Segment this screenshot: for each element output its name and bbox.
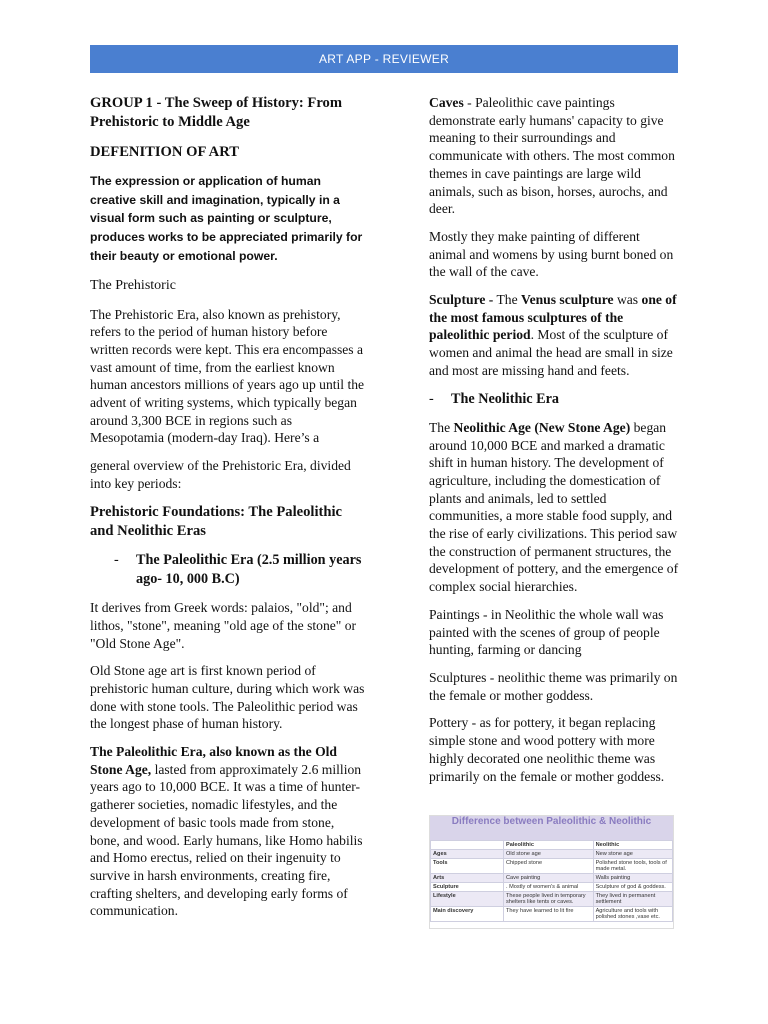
old-stone-paragraph: Old Stone age art is first known period of prehistoric human culture, during which work was done with stone tools. The Paleolithic period was the longest phase of human history.	[90, 663, 365, 732]
sculpture-label: Sculpture -	[429, 292, 494, 308]
group-title: GROUP 1 - The Sweep of History: From Prehistoric to Middle Age	[90, 95, 342, 130]
paleolithic-bold-lead: The Paleolithic Era, also known as the Old Stone Age,	[90, 744, 337, 777]
table-cell: Main discovery	[431, 907, 504, 922]
neolithic-text-1: The	[429, 419, 454, 435]
foundations-heading: Prehistoric Foundations: The Paleolithic and Neolithic Eras	[90, 503, 343, 539]
table-cell: New stone age	[593, 850, 672, 859]
bullet-dash: -	[114, 551, 119, 568]
paleolithic-rest: lasted from approximately 2.6 million years ago to 10,000 BCE. It was a time of hunter-gatherer societies, nomadic lifestyles, and the development of basic tools made from stone, bone, and wood. Early humans, like Homo habilis and Homo erectus, relied on their ingenuity to survive in harsh environments, creating fire, crafting shelters, and developing early forms of communication.	[90, 761, 363, 919]
neolithic-heading	[429, 390, 679, 409]
paleolithic-paragraph	[90, 743, 365, 920]
table-cell: Walls painting	[593, 874, 672, 883]
table-cell: These people lived in temporary shelters like tents or caves.	[504, 892, 594, 907]
definition-text: The expression or application of human creative skill and imagination, typically in a visual form such as painting or sculpture, produces works to be appreciated primarily for their beauty or emotional power.	[90, 174, 363, 263]
pottery-paragraph: Pottery - as for pottery, it began replacing simple stone and wood pottery with more highly decorated one neolithic theme was primarily on the female or mother goddess.	[429, 715, 665, 784]
sculptures-paragraph: Sculptures - neolithic theme was primarily on the female or mother goddess.	[429, 669, 678, 703]
table-header-row	[431, 841, 673, 850]
most-famous-sculptures: one of the most famous sculptures of the paleolithic period	[429, 292, 677, 343]
neolithic-age-bold: Neolithic Age (New Stone Age)	[453, 419, 631, 435]
caves-text: - Paleolithic cave paintings demonstrate early humans' capacity to give meaning to their surroundings and communicate with others. The most common themes in cave paintings are large wild animals, such as bison, horses, aurochs, and deer.	[429, 95, 675, 217]
table-cell: Neolithic	[593, 841, 672, 850]
definition-heading: DEFENITION OF ART	[90, 144, 239, 160]
table-cell: Tools	[431, 859, 504, 874]
table-cell: Sculpture	[431, 883, 504, 892]
comparison-table-figure	[429, 815, 674, 929]
table-cell: They have learned to lit fire	[504, 907, 594, 922]
right-column	[429, 94, 679, 795]
sculpture-text-1: The	[493, 292, 522, 308]
prehistoric-paragraph-2: general overview of the Prehistoric Era, divided into key periods:	[90, 458, 351, 491]
mostly-paragraph: Mostly they make painting of different animal and womens by using burnt boned on the wall of the cave.	[429, 228, 674, 280]
table-row	[431, 883, 673, 892]
table-row	[431, 874, 673, 883]
table-cell: Old stone age	[504, 850, 594, 859]
prehistoric-heading: The Prehistoric	[90, 277, 176, 293]
table-cell	[431, 841, 504, 850]
table-row	[431, 850, 673, 859]
greek-paragraph: It derives from Greek words: palaios, "old"; and lithos, "stone", meaning "old age of the stone" or "Old Stone Age".	[90, 600, 357, 651]
neolithic-heading-text: The Neolithic Era	[451, 390, 559, 407]
bullet-dash: -	[429, 390, 434, 407]
table-cell: They lived in permanent settlement	[593, 892, 672, 907]
caves-label: Caves	[429, 95, 464, 110]
table-row	[431, 859, 673, 874]
table-cell: Lifestyle	[431, 892, 504, 907]
header-title: ART APP - REVIEWER	[318, 52, 450, 66]
prehistoric-paragraph-1: The Prehistoric Era, also known as prehistory, refers to the period of human history before written records were kept. This era encompasses a vast amount of time, from the earliest known human ancestors millions of years ago up until the advent of writing systems, which typically began around 3,300 BCE in regions such as Mesopotamia (modern-day Iraq). Here’s a	[90, 306, 365, 446]
neolithic-text-2: began around 10,000 BCE and marked a dramatic shift in human history. The development of agriculture, including the domestication of plants and animals, led to settled communities, a more stable food supply, and the rise of early civilizations. This period saw the construction of permanent structures, the development of pottery, and the emergence of complex social hierarchies.	[429, 419, 679, 595]
page-header	[90, 45, 678, 73]
comparison-table	[430, 840, 673, 922]
table-cell: . Mostly of women's & animal	[504, 883, 594, 892]
paintings-paragraph: Paintings - in Neolithic the whole wall was painted with the scenes of group of people hunting, farming or dancing	[429, 606, 664, 658]
table-cell: Polished stone tools, tools of made metal.	[593, 859, 672, 874]
comparison-table-title: Difference between Paleolithic & Neolithic	[430, 816, 673, 840]
table-row	[431, 907, 673, 922]
sculpture-paragraph	[429, 291, 679, 380]
table-cell: Ages	[431, 850, 504, 859]
paleolithic-heading-text: The Paleolithic Era (2.5 million years ago- 10, 000 B.C)	[136, 551, 362, 587]
table-cell: Agriculture and tools with polished stones ,vase etc.	[593, 907, 672, 922]
sculpture-text-3: . Most of the sculpture of women and animal the head are small in size and most are missing hand and feets.	[429, 327, 673, 378]
paleolithic-heading	[114, 551, 365, 590]
table-cell: Chipped stone	[504, 859, 594, 874]
table-cell: Cave painting	[504, 874, 594, 883]
sculpture-text-2: was	[613, 292, 642, 308]
table-row	[431, 892, 673, 907]
venus-sculpture: Venus sculpture	[521, 292, 614, 308]
left-column	[90, 94, 365, 930]
table-cell: Sculpture of god & goddess.	[593, 883, 672, 892]
table-cell: Paleolithic	[504, 841, 594, 850]
table-cell: Arts	[431, 874, 504, 883]
caves-paragraph	[429, 94, 679, 218]
neolithic-paragraph	[429, 419, 679, 596]
